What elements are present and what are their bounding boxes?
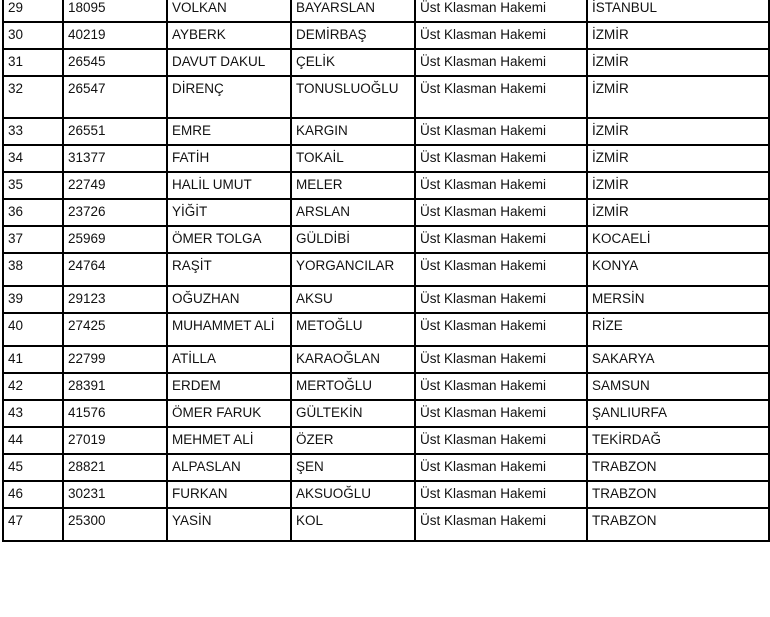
city-cell: İZMİR xyxy=(587,22,769,49)
classification-cell: Üst Klasman Hakemi xyxy=(415,286,587,313)
classification-cell: Üst Klasman Hakemi xyxy=(415,49,587,76)
license-id-cell: 23726 xyxy=(63,199,167,226)
table-row xyxy=(3,226,769,253)
last-name-cell: ŞEN xyxy=(291,454,415,481)
first-name-cell: HALİL UMUT xyxy=(167,172,291,199)
table-row xyxy=(3,22,769,49)
first-name-cell: AYBERK xyxy=(167,22,291,49)
last-name-cell: METOĞLU xyxy=(291,313,415,346)
table-row xyxy=(3,286,769,313)
table-row xyxy=(3,118,769,145)
city-cell: SAKARYA xyxy=(587,346,769,373)
first-name-cell: YİĞİT xyxy=(167,199,291,226)
last-name-cell: KARAOĞLAN xyxy=(291,346,415,373)
first-name-cell: ATİLLA xyxy=(167,346,291,373)
last-name-cell: MERTOĞLU xyxy=(291,373,415,400)
table-row xyxy=(3,346,769,373)
first-name-cell: VOLKAN xyxy=(167,0,291,22)
license-id-cell: 24764 xyxy=(63,253,167,286)
row-number-cell: 31 xyxy=(3,49,63,76)
classification-cell: Üst Klasman Hakemi xyxy=(415,226,587,253)
row-number-cell: 38 xyxy=(3,253,63,286)
table-row xyxy=(3,199,769,226)
row-number-cell: 43 xyxy=(3,400,63,427)
classification-cell: Üst Klasman Hakemi xyxy=(415,400,587,427)
table-row xyxy=(3,49,769,76)
table-row xyxy=(3,427,769,454)
first-name-cell: OĞUZHAN xyxy=(167,286,291,313)
table-row xyxy=(3,508,769,541)
last-name-cell: YORGANCILAR xyxy=(291,253,415,286)
city-cell: İZMİR xyxy=(587,118,769,145)
table-row xyxy=(3,373,769,400)
last-name-cell: GÜLTEKİN xyxy=(291,400,415,427)
table-row xyxy=(3,76,769,118)
first-name-cell: RAŞİT xyxy=(167,253,291,286)
row-number-cell: 47 xyxy=(3,508,63,541)
row-number-cell: 40 xyxy=(3,313,63,346)
license-id-cell: 27019 xyxy=(63,427,167,454)
classification-cell: Üst Klasman Hakemi xyxy=(415,118,587,145)
table-row xyxy=(3,454,769,481)
last-name-cell: TONUSLUOĞLU xyxy=(291,76,415,118)
city-cell: İZMİR xyxy=(587,145,769,172)
row-number-cell: 30 xyxy=(3,22,63,49)
last-name-cell: GÜLDİBİ xyxy=(291,226,415,253)
license-id-cell: 22749 xyxy=(63,172,167,199)
last-name-cell: ARSLAN xyxy=(291,199,415,226)
first-name-cell: ERDEM xyxy=(167,373,291,400)
classification-cell: Üst Klasman Hakemi xyxy=(415,0,587,22)
license-id-cell: 40219 xyxy=(63,22,167,49)
city-cell: TRABZON xyxy=(587,508,769,541)
city-cell: TEKİRDAĞ xyxy=(587,427,769,454)
classification-cell: Üst Klasman Hakemi xyxy=(415,22,587,49)
license-id-cell: 26545 xyxy=(63,49,167,76)
first-name-cell: MEHMET ALİ xyxy=(167,427,291,454)
last-name-cell: MELER xyxy=(291,172,415,199)
row-number-cell: 35 xyxy=(3,172,63,199)
city-cell: İZMİR xyxy=(587,49,769,76)
license-id-cell: 22799 xyxy=(63,346,167,373)
table-row xyxy=(3,481,769,508)
license-id-cell: 29123 xyxy=(63,286,167,313)
row-number-cell: 39 xyxy=(3,286,63,313)
table-row xyxy=(3,253,769,286)
first-name-cell: EMRE xyxy=(167,118,291,145)
city-cell: RİZE xyxy=(587,313,769,346)
first-name-cell: DAVUT DAKUL xyxy=(167,49,291,76)
table-row xyxy=(3,313,769,346)
table-row xyxy=(3,0,769,22)
table-row xyxy=(3,400,769,427)
license-id-cell: 25969 xyxy=(63,226,167,253)
row-number-cell: 33 xyxy=(3,118,63,145)
city-cell: MERSİN xyxy=(587,286,769,313)
city-cell: İZMİR xyxy=(587,172,769,199)
classification-cell: Üst Klasman Hakemi xyxy=(415,481,587,508)
license-id-cell: 18095 xyxy=(63,0,167,22)
last-name-cell: KARGIN xyxy=(291,118,415,145)
license-id-cell: 27425 xyxy=(63,313,167,346)
row-number-cell: 34 xyxy=(3,145,63,172)
license-id-cell: 30231 xyxy=(63,481,167,508)
table-row xyxy=(3,172,769,199)
classification-cell: Üst Klasman Hakemi xyxy=(415,76,587,118)
first-name-cell: DİRENÇ xyxy=(167,76,291,118)
last-name-cell: AKSUOĞLU xyxy=(291,481,415,508)
city-cell: KOCAELİ xyxy=(587,226,769,253)
classification-cell: Üst Klasman Hakemi xyxy=(415,145,587,172)
classification-cell: Üst Klasman Hakemi xyxy=(415,427,587,454)
row-number-cell: 41 xyxy=(3,346,63,373)
referee-table xyxy=(2,0,770,542)
row-number-cell: 36 xyxy=(3,199,63,226)
last-name-cell: TOKAİL xyxy=(291,145,415,172)
license-id-cell: 28391 xyxy=(63,373,167,400)
classification-cell: Üst Klasman Hakemi xyxy=(415,313,587,346)
row-number-cell: 45 xyxy=(3,454,63,481)
license-id-cell: 41576 xyxy=(63,400,167,427)
license-id-cell: 28821 xyxy=(63,454,167,481)
last-name-cell: ÖZER xyxy=(291,427,415,454)
first-name-cell: ÖMER TOLGA xyxy=(167,226,291,253)
classification-cell: Üst Klasman Hakemi xyxy=(415,199,587,226)
license-id-cell: 26547 xyxy=(63,76,167,118)
classification-cell: Üst Klasman Hakemi xyxy=(415,454,587,481)
classification-cell: Üst Klasman Hakemi xyxy=(415,508,587,541)
city-cell: İSTANBUL xyxy=(587,0,769,22)
license-id-cell: 26551 xyxy=(63,118,167,145)
referee-table-body xyxy=(3,0,769,541)
first-name-cell: ÖMER FARUK xyxy=(167,400,291,427)
classification-cell: Üst Klasman Hakemi xyxy=(415,373,587,400)
city-cell: TRABZON xyxy=(587,454,769,481)
row-number-cell: 44 xyxy=(3,427,63,454)
classification-cell: Üst Klasman Hakemi xyxy=(415,346,587,373)
classification-cell: Üst Klasman Hakemi xyxy=(415,172,587,199)
city-cell: TRABZON xyxy=(587,481,769,508)
first-name-cell: ALPASLAN xyxy=(167,454,291,481)
last-name-cell: AKSU xyxy=(291,286,415,313)
city-cell: ŞANLIURFA xyxy=(587,400,769,427)
first-name-cell: MUHAMMET ALİ xyxy=(167,313,291,346)
license-id-cell: 31377 xyxy=(63,145,167,172)
last-name-cell: BAYARSLAN xyxy=(291,0,415,22)
city-cell: İZMİR xyxy=(587,76,769,118)
row-number-cell: 29 xyxy=(3,0,63,22)
last-name-cell: KOL xyxy=(291,508,415,541)
row-number-cell: 42 xyxy=(3,373,63,400)
city-cell: SAMSUN xyxy=(587,373,769,400)
license-id-cell: 25300 xyxy=(63,508,167,541)
table-row xyxy=(3,145,769,172)
last-name-cell: DEMİRBAŞ xyxy=(291,22,415,49)
first-name-cell: YASİN xyxy=(167,508,291,541)
last-name-cell: ÇELİK xyxy=(291,49,415,76)
city-cell: KONYA xyxy=(587,253,769,286)
first-name-cell: FURKAN xyxy=(167,481,291,508)
classification-cell: Üst Klasman Hakemi xyxy=(415,253,587,286)
first-name-cell: FATİH xyxy=(167,145,291,172)
city-cell: İZMİR xyxy=(587,199,769,226)
row-number-cell: 46 xyxy=(3,481,63,508)
row-number-cell: 32 xyxy=(3,76,63,118)
row-number-cell: 37 xyxy=(3,226,63,253)
